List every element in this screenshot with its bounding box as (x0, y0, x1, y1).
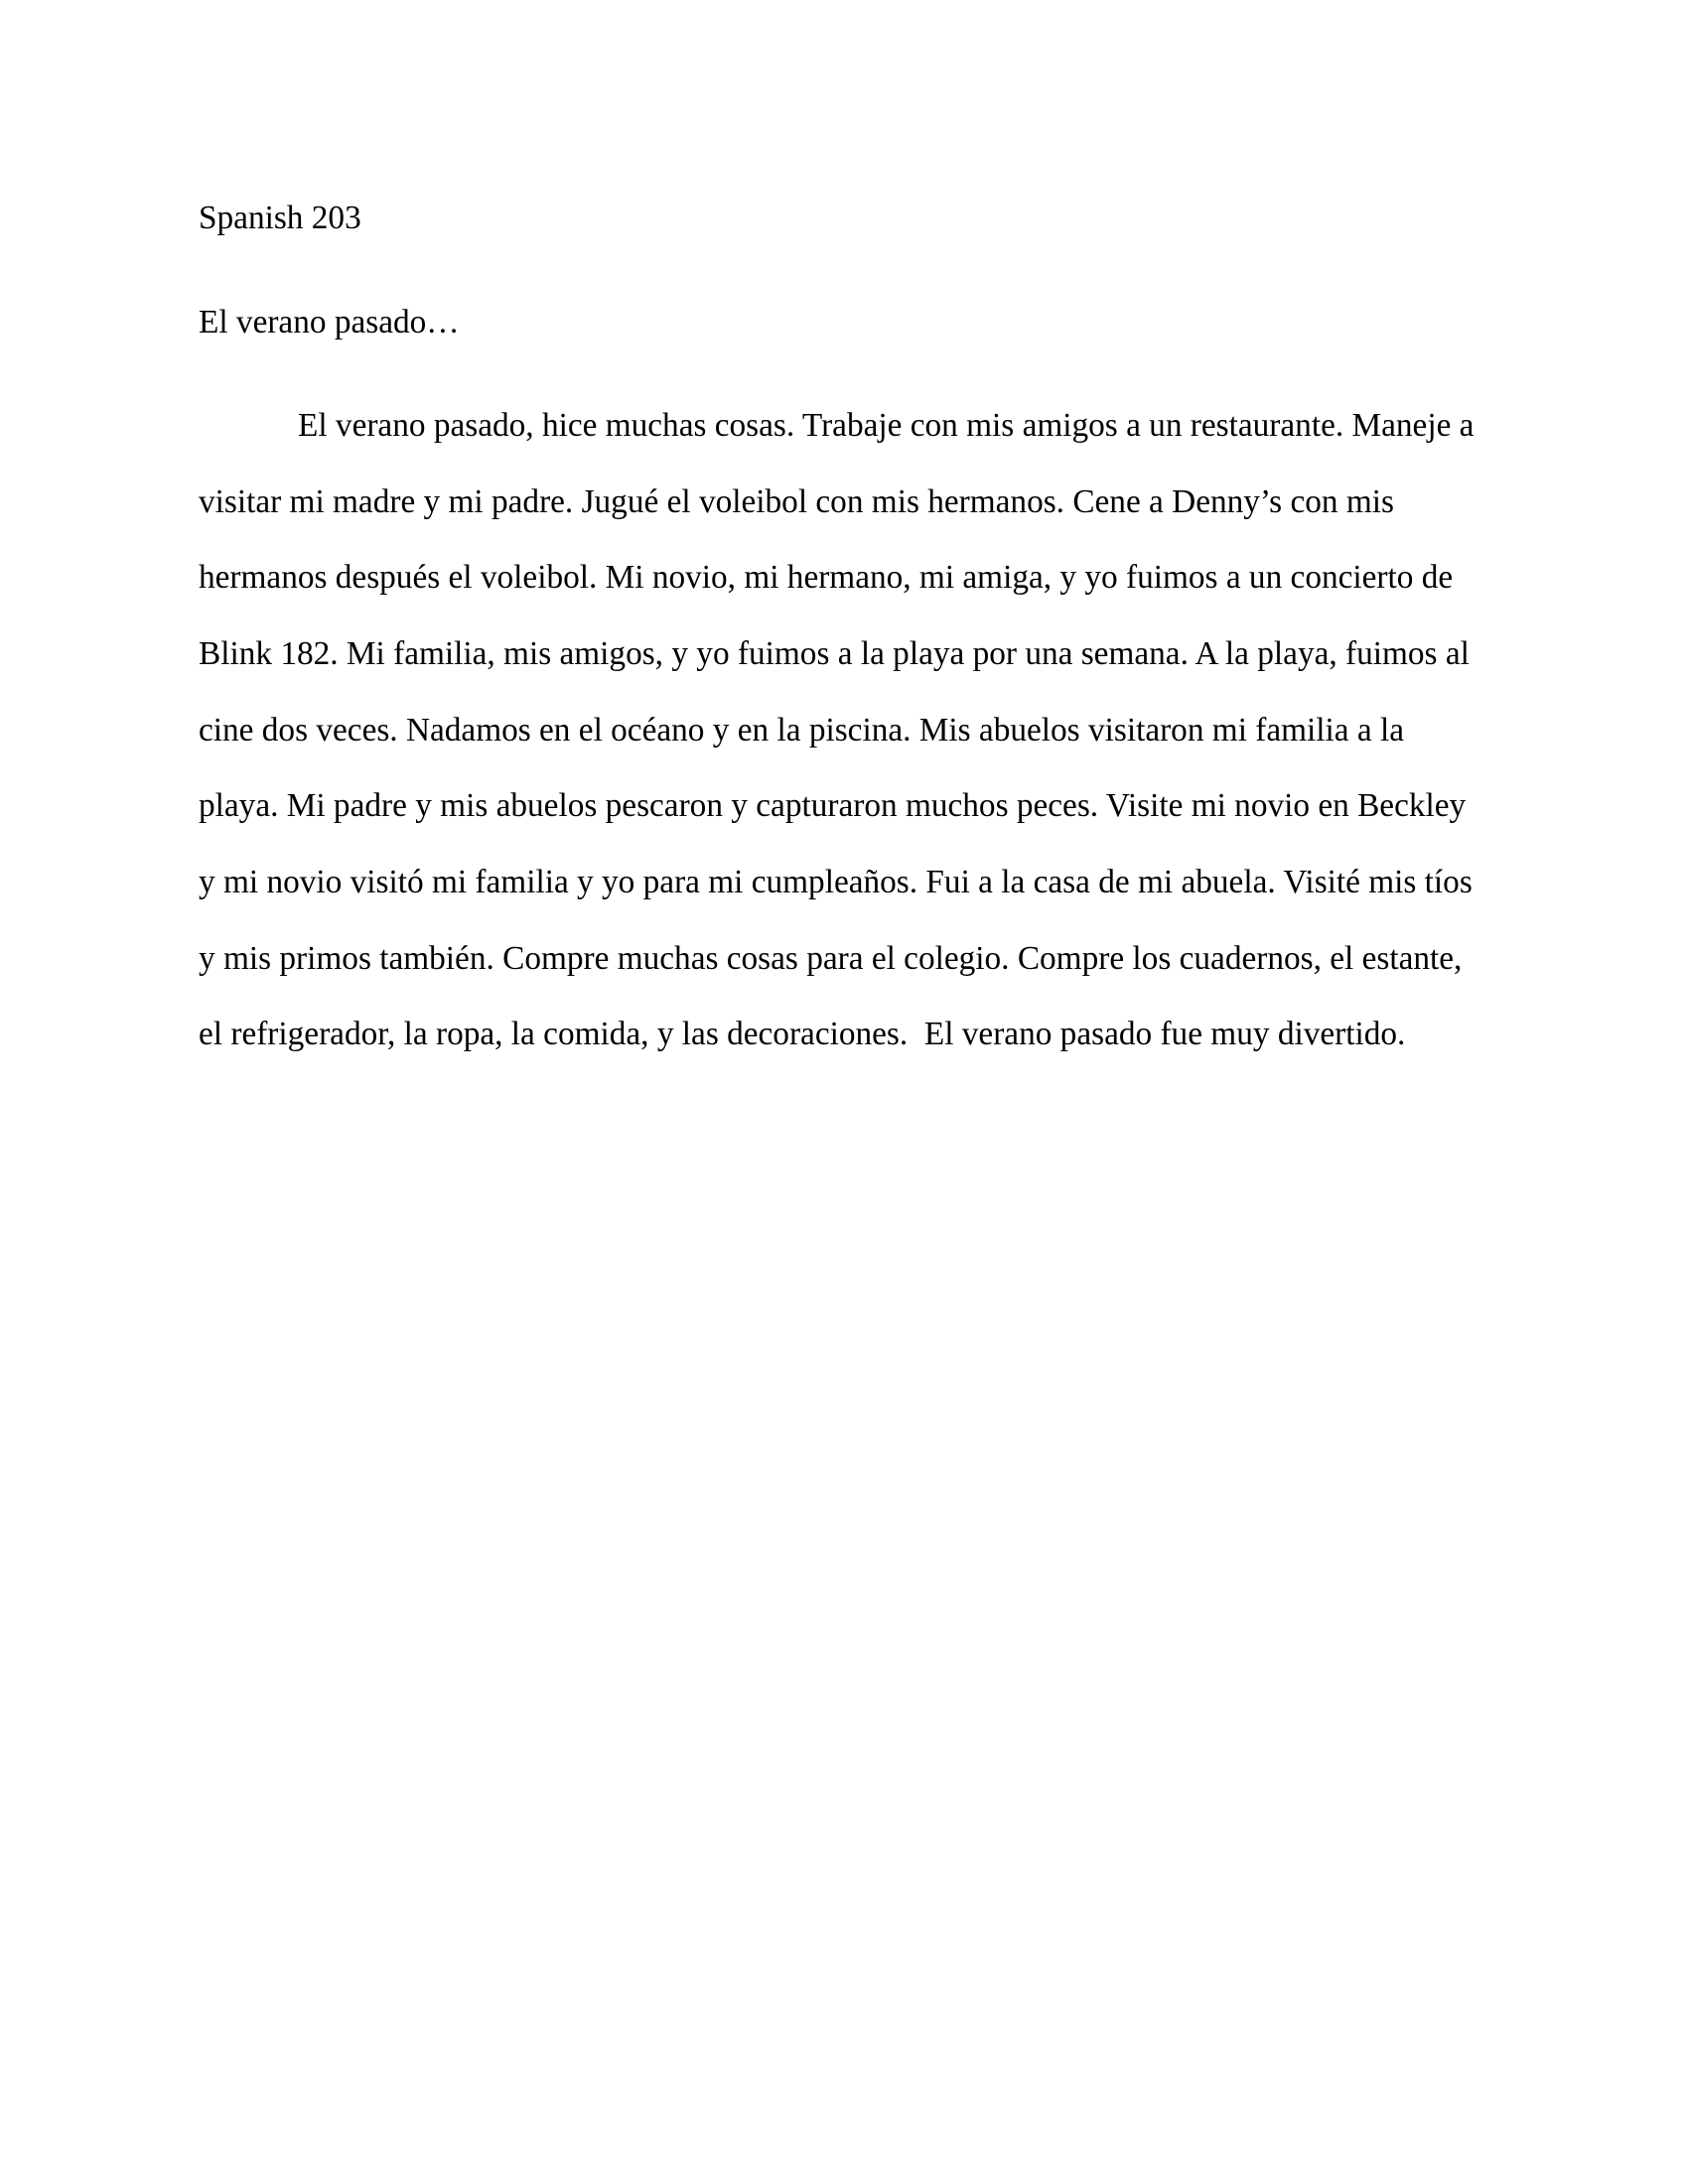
course-heading: Spanish 203 (199, 200, 361, 236)
paragraph-line: y mis primos también. Compre muchas cosas para el colegio. Compre los cuadernos, el estante, (199, 940, 1463, 977)
essay-title: El verano pasado… (199, 304, 460, 341)
paragraph-line: y mi novio visitó mi familia y yo para mi cumpleaños. Fui a la casa de mi abuela. Visité mis tíos (199, 864, 1473, 900)
paragraph-line: playa. Mi padre y mis abuelos pescaron y capturaron muchos peces. Visite mi novio en Beckley (199, 787, 1467, 824)
paragraph-line: Blink 182. Mi familia, mis amigos, y yo fuimos a la playa por una semana. A la playa, fuimos al (199, 635, 1470, 672)
paragraph-line: el refrigerador, la ropa, la comida, y las decoraciones. El verano pasado fue muy divertido. (199, 1016, 1406, 1052)
paragraph-line: El verano pasado, hice muchas cosas. Trabaje con mis amigos a un restaurante. Maneje a (298, 407, 1475, 444)
paragraph-line: hermanos después el voleibol. Mi novio, mi hermano, mi amiga, y yo fuimos a un concierto de (199, 559, 1454, 596)
paragraph-line: visitar mi madre y mi padre. Jugué el voleibol con mis hermanos. Cene a Denny’s con mis (199, 483, 1394, 520)
paragraph-line: cine dos veces. Nadamos en el océano y en la piscina. Mis abuelos visitaron mi familia a la (199, 712, 1405, 749)
